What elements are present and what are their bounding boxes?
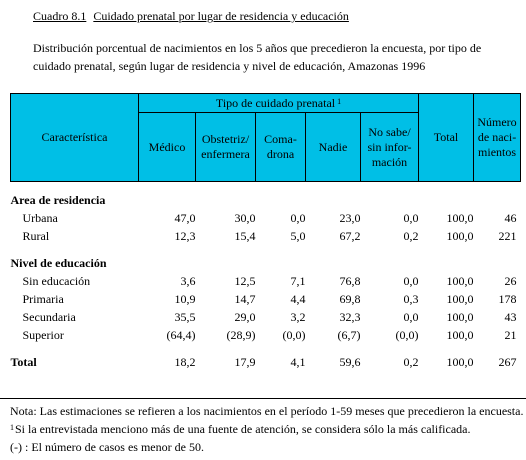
row-label: Urbana xyxy=(22,211,58,225)
cell: 0,2 xyxy=(403,355,419,369)
cell: 21 xyxy=(504,328,517,342)
section-label: Area de residencia xyxy=(10,193,106,207)
cell: 5,0 xyxy=(290,229,306,243)
total-row xyxy=(11,353,521,371)
cell: 0,2 xyxy=(403,229,419,243)
cell: 12,5 xyxy=(234,274,256,288)
row-label: Rural xyxy=(22,229,50,243)
cell: 10,9 xyxy=(174,292,196,306)
cell: 35,5 xyxy=(174,310,196,324)
cell: 26 xyxy=(504,274,517,288)
cell: 67,2 xyxy=(339,229,361,243)
section-header-row xyxy=(11,191,521,209)
table-row xyxy=(11,308,521,326)
cell: 0,3 xyxy=(403,292,419,306)
divider-line xyxy=(0,398,526,399)
cell: (0,0) xyxy=(395,328,419,342)
header-characteristic: Característica xyxy=(11,94,139,182)
header-col-nurse: Obstetriz/ enfermera xyxy=(196,113,256,182)
note-multiple-sources-text: Si la entrevistada menciono más de una fuente de atención, se considera sólo la más calificada. xyxy=(15,422,471,436)
cell: (28,9) xyxy=(226,328,256,342)
cell: 0,0 xyxy=(290,211,306,225)
footnote-mark: 1 xyxy=(10,423,14,432)
cell: 46 xyxy=(504,211,517,225)
prenatal-care-table xyxy=(10,93,521,371)
cell: 76,8 xyxy=(339,274,361,288)
note-multiple-sources xyxy=(10,420,525,438)
section-header-row xyxy=(11,254,521,272)
cell: (6,7) xyxy=(337,328,361,342)
cell: 100,0 xyxy=(446,310,474,324)
total-label: Total xyxy=(10,355,37,369)
cell: 100,0 xyxy=(446,328,474,342)
cell: 3,2 xyxy=(290,310,306,324)
cell: 4,1 xyxy=(290,355,306,369)
cell: 69,8 xyxy=(339,292,361,306)
header-births: Número de naci- mientos xyxy=(474,94,521,182)
table-notes xyxy=(10,402,525,456)
header-footnote-mark: 1 xyxy=(337,96,342,106)
section-label: Nivel de educación xyxy=(10,256,107,270)
cell: 100,0 xyxy=(446,229,474,243)
note-small-cases: (-) : El número de casos es menor de 50. xyxy=(10,440,204,454)
cell: 178 xyxy=(498,292,517,306)
cell: 29,0 xyxy=(234,310,256,324)
table-row xyxy=(11,272,521,290)
cell: 100,0 xyxy=(446,355,474,369)
cell: 4,4 xyxy=(290,292,306,306)
cell: 3,6 xyxy=(180,274,196,288)
cell: 43 xyxy=(504,310,517,324)
cell: 32,3 xyxy=(339,310,361,324)
table-row xyxy=(11,209,521,227)
table-row xyxy=(11,326,521,344)
cell: 7,1 xyxy=(290,274,306,288)
cell: 23,0 xyxy=(339,211,361,225)
row-label: Sin educación xyxy=(22,274,91,288)
header-col-midwife: Coma- drona xyxy=(256,113,306,182)
cell: 14,7 xyxy=(234,292,256,306)
header-total: Total xyxy=(419,94,474,182)
header-col-doctor: Médico xyxy=(139,113,196,182)
cell: (0,0) xyxy=(282,328,306,342)
table-title xyxy=(33,9,349,23)
note-estimates: Nota: Las estimaciones se refieren a los nacimientos en el período 1-59 meses que precedieron la encuesta. xyxy=(10,404,524,418)
cell: 47,0 xyxy=(174,211,196,225)
header-care-type-label: Tipo de cuidado prenatal xyxy=(215,95,336,110)
cell: 100,0 xyxy=(446,211,474,225)
cell: 17,9 xyxy=(234,355,256,369)
row-label: Secundaria xyxy=(22,310,76,324)
cell: 30,0 xyxy=(234,211,256,225)
table-subtitle: Distribución porcentual de nacimientos en los 5 años que precedieron la encuesta, por tipo de cuidado prenatal, según lugar de residencia y nivel de educación, Amazonas 1996 xyxy=(33,41,482,73)
header-care-type-group xyxy=(139,94,419,113)
header-col-none: Nadie xyxy=(306,113,361,182)
row-label: Superior xyxy=(22,328,64,342)
cell: 15,4 xyxy=(234,229,256,243)
header-col-unknown: No sabe/ sin infor- mación xyxy=(361,113,419,182)
cell: 100,0 xyxy=(446,274,474,288)
table-number: Cuadro 8.1 xyxy=(33,9,87,23)
cell: 100,0 xyxy=(446,292,474,306)
cell: (64,4) xyxy=(166,328,196,342)
table-row xyxy=(11,227,521,245)
cell: 0,0 xyxy=(403,211,419,225)
cell: 221 xyxy=(498,229,517,243)
cell: 0,0 xyxy=(403,274,419,288)
row-label: Primaria xyxy=(22,292,64,306)
table-title-text: Cuidado prenatal por lugar de residencia y educación xyxy=(93,9,349,23)
cell: 12,3 xyxy=(174,229,196,243)
cell: 0,0 xyxy=(403,310,419,324)
table-row xyxy=(11,290,521,308)
cell: 267 xyxy=(498,355,517,369)
cell: 59,6 xyxy=(339,355,361,369)
cell: 18,2 xyxy=(174,355,196,369)
